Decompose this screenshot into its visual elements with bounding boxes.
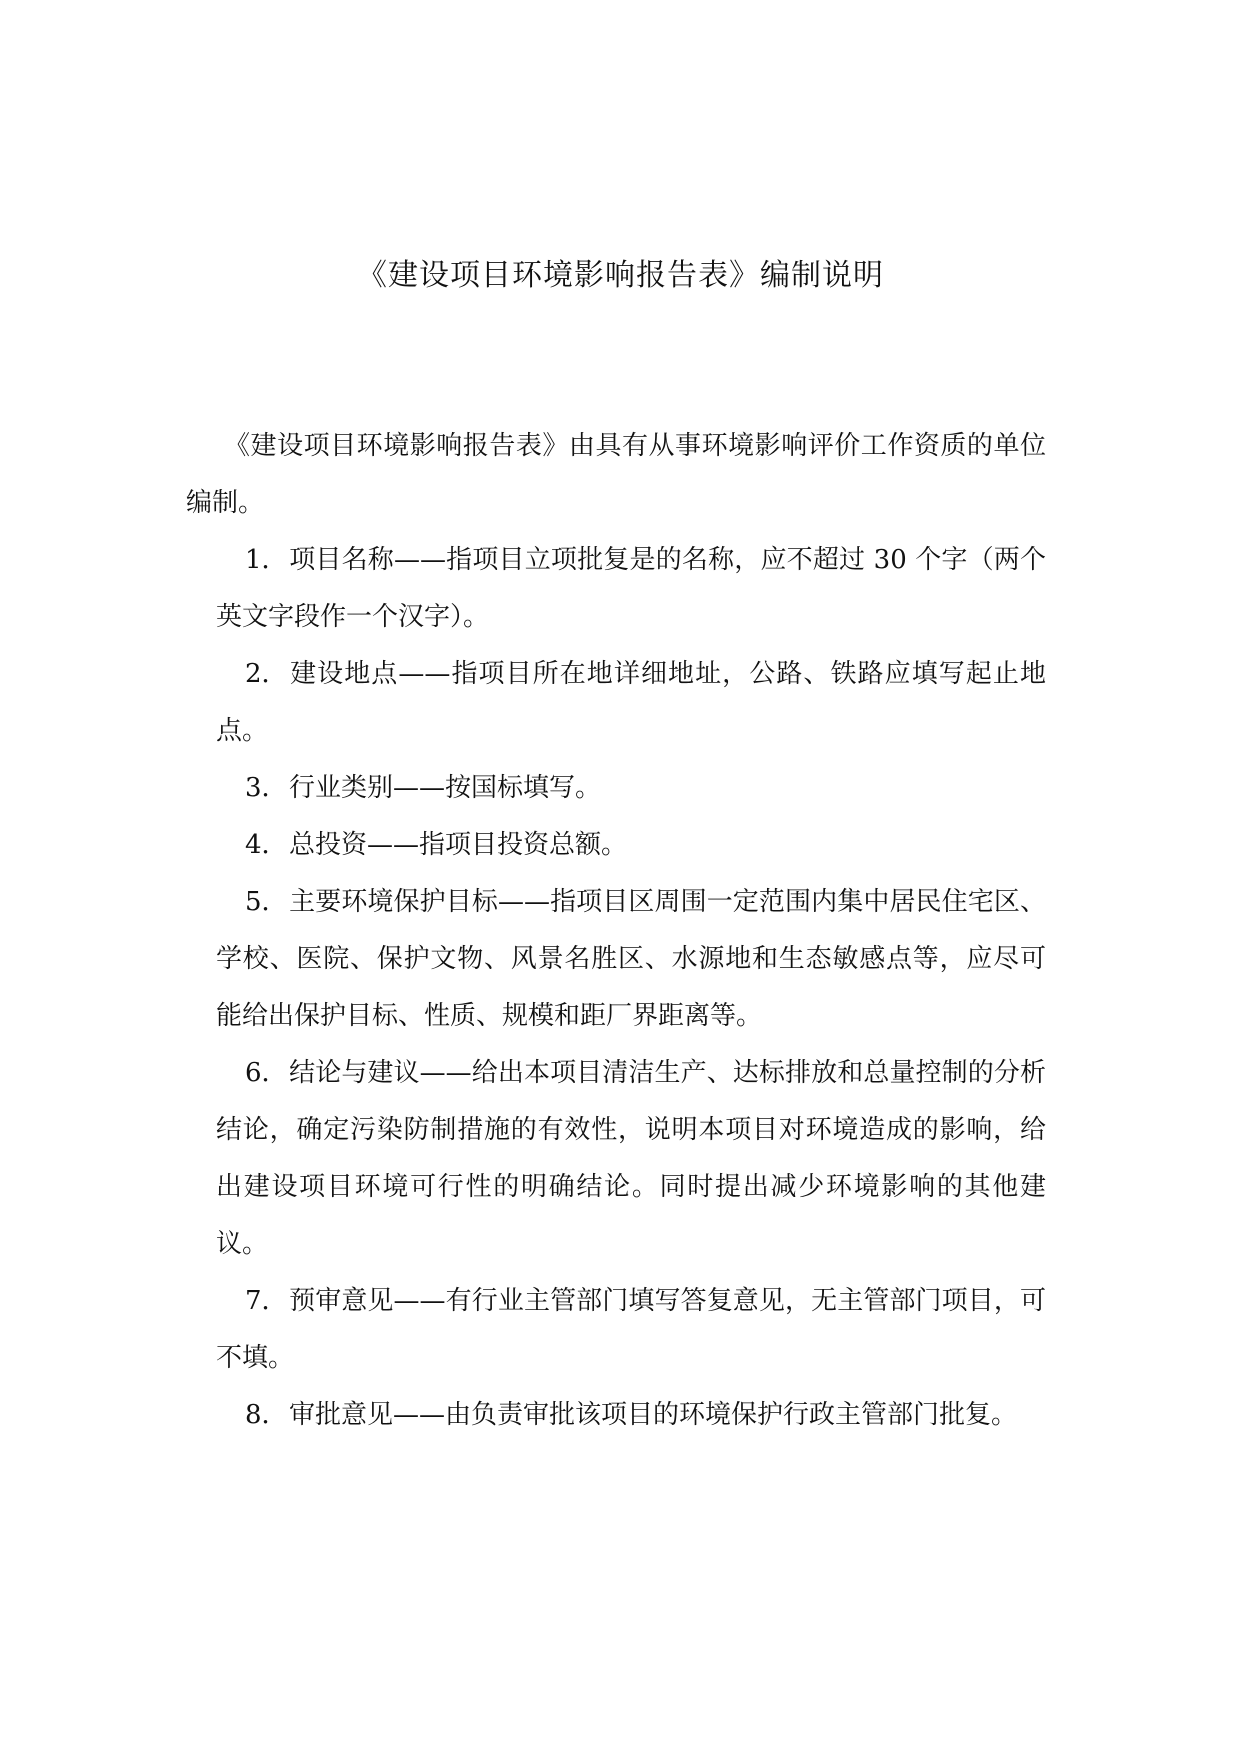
list-item-7 (216, 1273, 1046, 1387)
list-item-4 (216, 817, 1046, 874)
item-number: 4． (245, 830, 288, 860)
list-item-2 (216, 646, 1046, 760)
item-text: 行业类别——按国标填写。 (289, 773, 602, 803)
page-title: 《建设项目环境影响报告表》编制说明 (357, 258, 884, 293)
list-item-5 (216, 874, 1046, 1045)
intro-paragraph: 《建设项目环境影响报告表》由具有从事环境影响评价工作资质的单位编制。 (186, 431, 1046, 518)
item-text: 建设地点——指项目所在地详细地址，公路、铁路应填写起止地点。 (216, 659, 1046, 746)
item-text: 审批意见——由负责审批该项目的环境保护行政主管部门批复。 (289, 1400, 1018, 1430)
item-number: 6． (245, 1058, 288, 1088)
list-item-8 (216, 1387, 1046, 1444)
item-text: 结论与建议——给出本项目清洁生产、达标排放和总量控制的分析结论，确定污染防制措施的有效性，说明本项目对环境造成的影响，给出建设项目环境可行性的明确结论。同时提出减少环境影响的其他建议。 (216, 1058, 1046, 1259)
item-number: 1． (245, 545, 288, 575)
item-number: 2． (245, 659, 288, 689)
item-number: 8． (245, 1400, 288, 1430)
item-text: 预审意见——有行业主管部门填写答复意见，无主管部门项目，可不填。 (216, 1286, 1046, 1373)
item-number: 7． (245, 1286, 288, 1316)
item-number: 3． (245, 773, 288, 803)
list-item-6 (216, 1045, 1046, 1273)
item-text: 主要环境保护目标——指项目区周围一定范围内集中居民住宅区、学校、医院、保护文物、风景名胜区、水源地和生态敏感点等，应尽可能给出保护目标、性质、规模和距厂界距离等。 (216, 887, 1046, 1031)
item-text: 总投资——指项目投资总额。 (289, 830, 628, 860)
list-item-3 (216, 760, 1046, 817)
item-text: 项目名称——指项目立项批复是的名称，应不超过 30 个字（两个英文字段作一个汉字）。 (216, 545, 1046, 632)
item-number: 5． (245, 887, 288, 917)
list-item-1 (216, 532, 1046, 646)
